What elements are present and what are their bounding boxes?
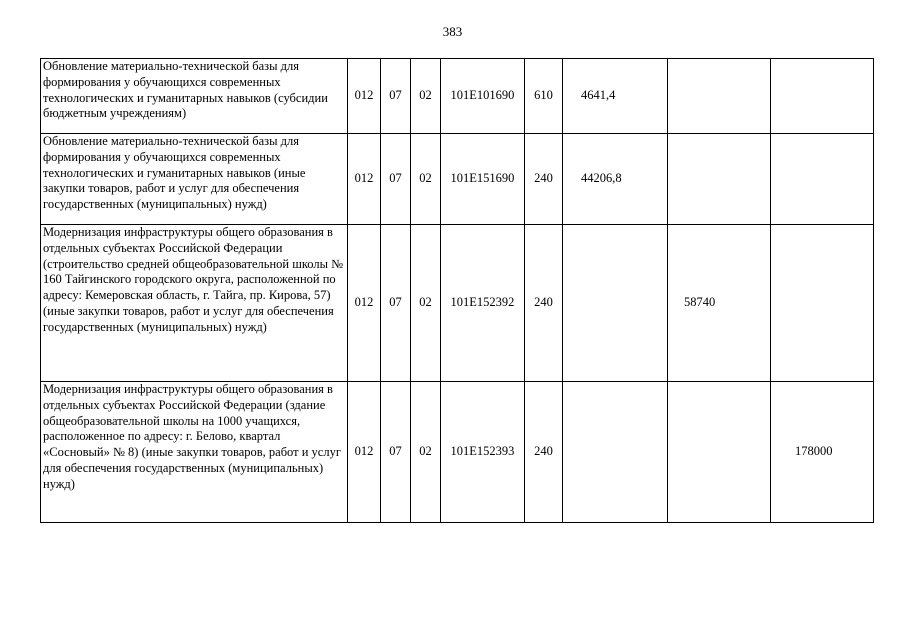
row-description: Обновление материально-технической базы для формирования у обучающихся современных технологических и гуманитарных навыков (субсидии бюджетным учреждениям) — [41, 59, 348, 134]
amount-year-1 — [563, 225, 668, 382]
target-article-code: 101Е151690 — [441, 134, 525, 225]
expense-type-code: 240 — [525, 225, 563, 382]
table-row — [41, 225, 874, 382]
section-code: 07 — [381, 134, 411, 225]
amount-year-3 — [771, 134, 874, 225]
section-code: 07 — [381, 225, 411, 382]
section-code: 07 — [381, 59, 411, 134]
row-description: Модернизация инфраструктуры общего образования в отдельных субъектах Российской Федерации (здание общеобразовательной школы на 1000 учащихся, расположенное по адресу: г. Белово, квартал «Сосновый» № 8) (иные закупки товаров, работ и услуг для обеспечения государственных (муниципальных) нужд) — [41, 382, 348, 523]
amount-year-3 — [771, 225, 874, 382]
expense-type-code: 240 — [525, 382, 563, 523]
amount-year-2 — [668, 59, 771, 134]
amount-year-2 — [668, 134, 771, 225]
row-description: Модернизация инфраструктуры общего образования в отдельных субъектах Российской Федерации (строительство средней общеобразовательной школы № 160 Тайгинского городского округа, расположенной по адресу: Кемеровская область, г. Тайга, пр. Кирова, 57) (иные закупки товаров, работ и услуг для обеспечения государственных (муниципальных) нужд) — [41, 225, 348, 382]
page-number: 383 — [442, 24, 463, 39]
ministry-code: 012 — [348, 382, 381, 523]
amount-year-2: 58740 — [668, 225, 771, 382]
subsection-code: 02 — [411, 382, 441, 523]
table-row — [41, 382, 874, 523]
table-row — [41, 134, 874, 225]
subsection-code: 02 — [411, 59, 441, 134]
subsection-code: 02 — [411, 225, 441, 382]
ministry-code: 012 — [348, 59, 381, 134]
table-row — [41, 59, 874, 134]
target-article-code: 101Е101690 — [441, 59, 525, 134]
row-description: Обновление материально-технической базы для формирования у обучающихся современных технологических и гуманитарных навыков (иные закупки товаров, работ и услуг для обеспечения государственных (муниципальных) нужд) — [41, 134, 348, 225]
amount-year-1 — [563, 382, 668, 523]
amount-year-3: 178000 — [771, 382, 874, 523]
budget-table — [40, 58, 874, 523]
section-code: 07 — [381, 382, 411, 523]
amount-year-3 — [771, 59, 874, 134]
target-article-code: 101Е152393 — [441, 382, 525, 523]
ministry-code: 012 — [348, 134, 381, 225]
expense-type-code: 610 — [525, 59, 563, 134]
amount-year-2 — [668, 382, 771, 523]
ministry-code: 012 — [348, 225, 381, 382]
expense-type-code: 240 — [525, 134, 563, 225]
amount-year-1: 44206,8 — [563, 134, 668, 225]
amount-year-1: 4641,4 — [563, 59, 668, 134]
subsection-code: 02 — [411, 134, 441, 225]
target-article-code: 101Е152392 — [441, 225, 525, 382]
